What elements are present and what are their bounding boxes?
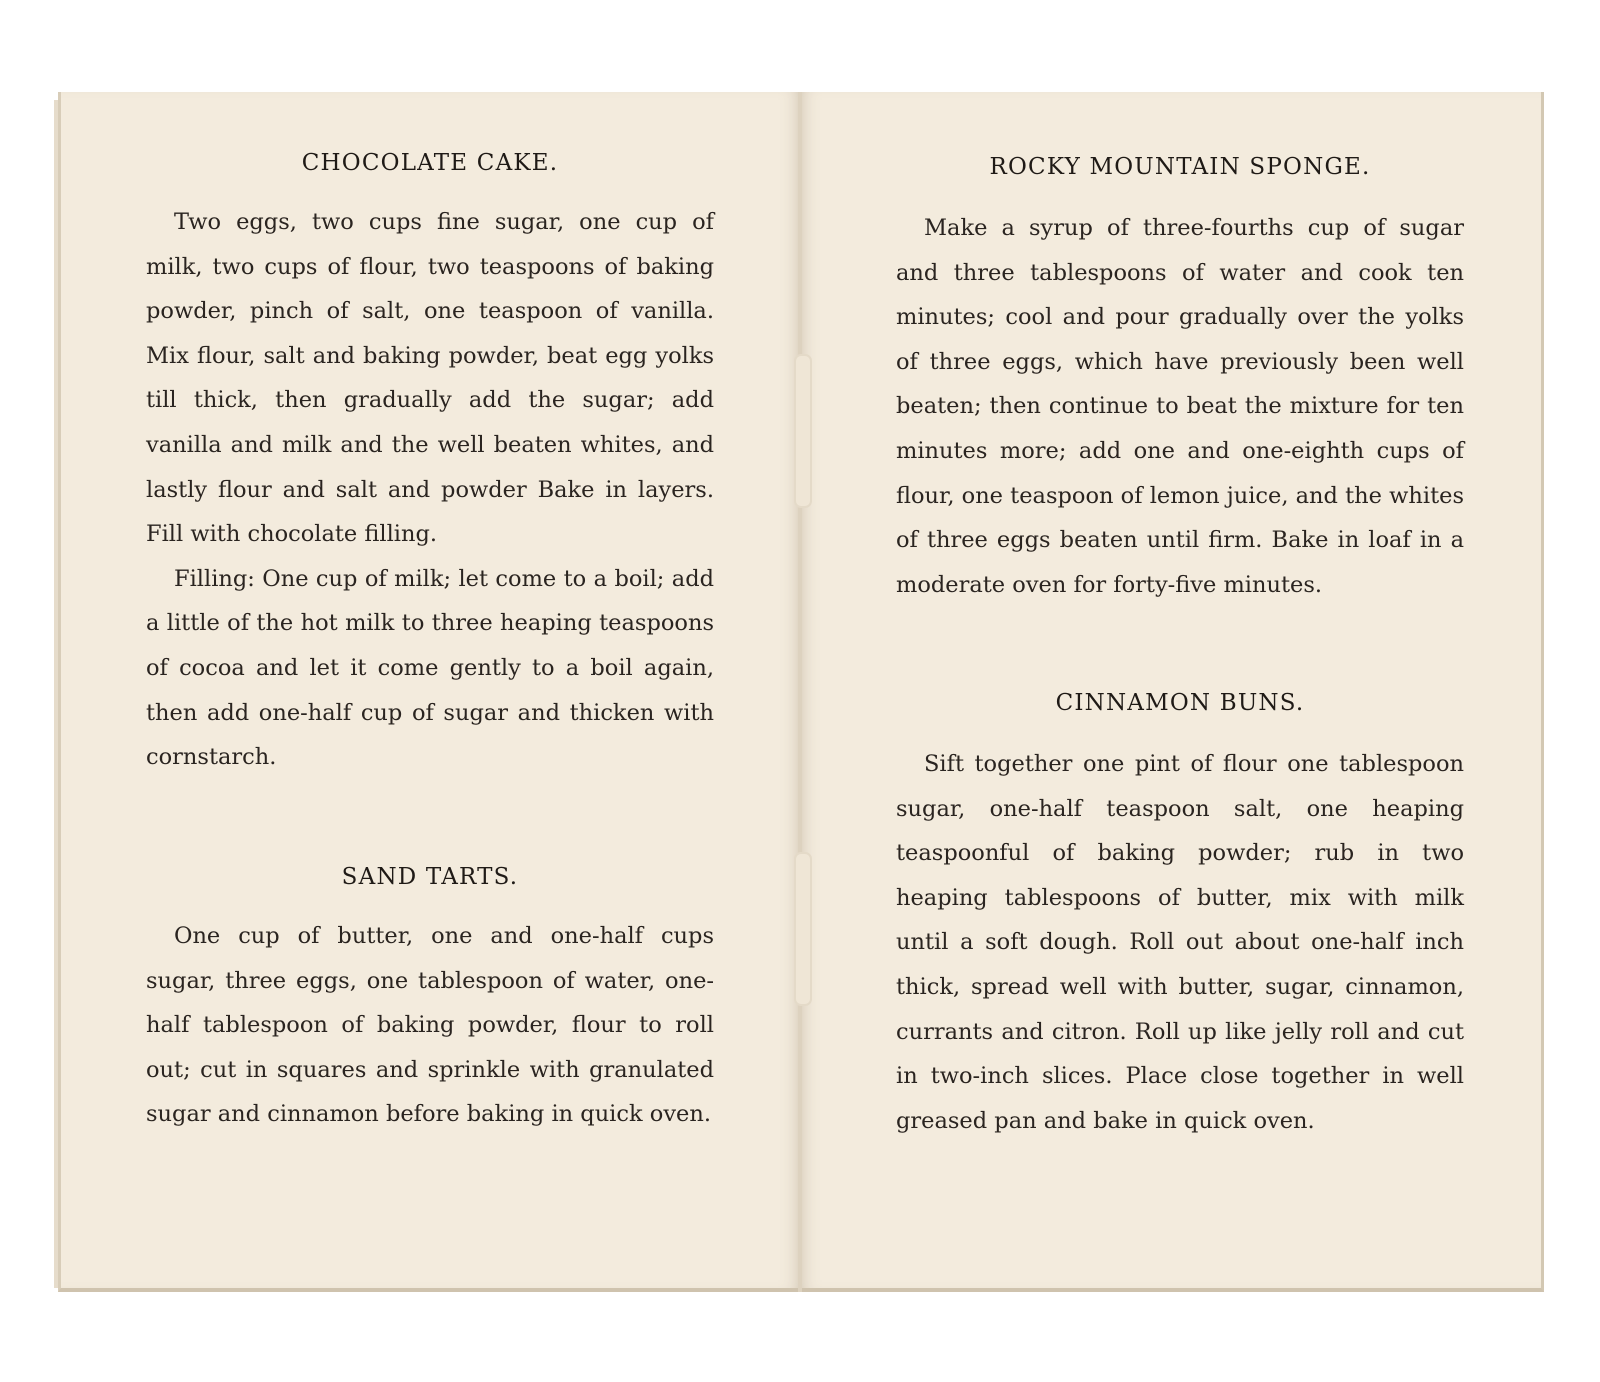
cinnamon-buns-text: Sift together one pint of flour one tablespoon sugar, one-half teaspoon salt, one heaping teaspoonful of baking powder; rub in two heaping tablespoons of butter, mix with milk until a soft dough. Roll out about one-half inch thick, spread well with butter, sugar, cinnamon, currants and citron. Roll up like jelly roll and cut in two-inch slices. Place close together in well greased pan and bake in quick oven.	[896, 751, 1464, 1134]
open-booklet	[58, 92, 1546, 1294]
rocky-mountain-sponge-recipe	[896, 206, 1464, 607]
chocolate-filling-instructions: Filling: One cup of milk; let come to a boil; add a little of the hot milk to three heaping teaspoons of cocoa and let it come gently to a boil again, then add one-half cup of sugar and thicken with cornstarch.	[146, 565, 714, 771]
sand-tarts-heading: SAND TARTS.	[341, 864, 519, 890]
binding-stitch-upper	[794, 354, 812, 508]
rocky-mountain-sponge-heading: ROCKY MOUNTAIN SPONGE.	[989, 154, 1371, 180]
sand-tarts-text: One cup of butter, one and one-half cups sugar, three eggs, one tablespoon of water, one-half tablespoon of baking powder, flour to roll out; cut in squares and sprinkle with granulated sugar and cinnamon before baking in quick oven.	[146, 923, 714, 1128]
center-fold	[798, 92, 802, 1292]
chocolate-cake-heading: CHOCOLATE CAKE.	[301, 150, 559, 176]
binding-stitch-lower	[794, 852, 812, 1006]
cinnamon-buns-recipe	[896, 742, 1464, 1143]
chocolate-cake-ingredients: Two eggs, two cups fine sugar, one cup of milk, two cups of flour, two teaspoons of baking powder, pinch of salt, one teaspoon of vanilla. Mix flour, salt and baking powder, beat egg yolks till thick, then gradually add the sugar; add vanilla and milk and the well beaten whites, and lastly flour and salt and powder Bake in layers. Fill with chocolate filling.	[146, 209, 714, 548]
sand-tarts-recipe	[146, 914, 714, 1137]
rocky-mountain-sponge-text: Make a syrup of three-fourths cup of sugar and three tablespoons of water and cook ten minutes; cool and pour gradually over the yolks of three eggs, which have previously been well beaten; then continue to beat the mixture for ten minutes more; add one and one-eighth cups of flour, one teaspoon of lemon juice, and the whites of three eggs beaten until firm. Bake in loaf in a moderate oven for forty-five minutes.	[896, 215, 1464, 598]
cinnamon-buns-heading: CINNAMON BUNS.	[1055, 690, 1305, 716]
chocolate-cake-recipe	[146, 200, 714, 780]
